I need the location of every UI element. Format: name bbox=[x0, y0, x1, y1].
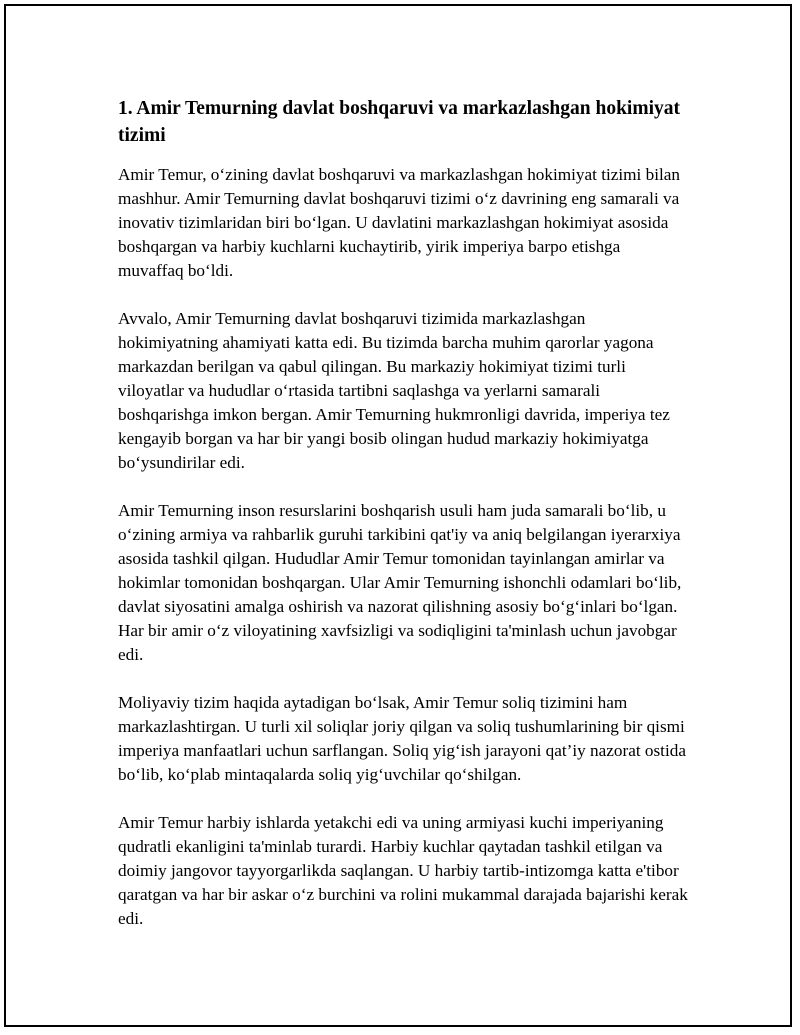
section-heading: 1. Amir Temurning davlat boshqaruvi va markazlashgan hokimiyat tizimi bbox=[118, 98, 680, 146]
document-body bbox=[118, 95, 688, 955]
paragraph: Amir Temurning inson resurslarini boshqarish usuli ham juda samarali bo‘lib, u o‘zining armiya va rahbarlik guruhi tarkibini qat'iy va aniq belgilangan iyerarxiya asosida tashkil qilgan. Hududlar Amir Temur tomonidan tayinlangan amirlar va hokimlar tomonidan boshqargan. Ular Amir Temurning ishonchli odamlari bo‘lib, davlat siyosatini amalga oshirish va nazorat qilishning asosiy bo‘g‘inlari bo‘lgan. Har bir amir o‘z viloyatining xavfsizligi va sodiqligini ta'minlash uchun javobgar edi. bbox=[118, 501, 682, 664]
paragraph: Moliyaviy tizim haqida aytadigan bo‘lsak, Amir Temur soliq tizimini ham markazlashtirgan. U turli xil soliqlar joriy qilgan va soliq tushumlarining bir qismi imperiya manfaatlari uchun sarflangan. Soliq yig‘ish jarayoni qat’iy nazorat ostida bo‘lib, ko‘plab mintaqalarda soliq yig‘uvchilar qo‘shilgan. bbox=[118, 693, 686, 784]
paragraph: Amir Temur harbiy ishlarda yetakchi edi va uning armiyasi kuchi imperiyaning qudratli ekanligini ta'minlab turardi. Harbiy kuchlar qaytadan tashkil etilgan va doimiy jangovor tayyorgarlikda saqlangan. U harbiy tartib-intizomga katta e'tibor qaratgan va har bir askar o‘z burchini va rolini mukammal darajada bajarishi kerak edi. bbox=[118, 813, 688, 928]
paragraph: Amir Temur, o‘zining davlat boshqaruvi va markazlashgan hokimiyat tizimi bilan mashhur. Amir Temurning davlat boshqaruvi tizimi o‘z davrining eng samarali va inovativ tizimlaridan biri bo‘lgan. U davlatini markazlashgan hokimiyat asosida boshqargan va harbiy kuchlarni kuchaytirib, yirik imperiya barpo etishga muvaffaq bo‘ldi. bbox=[118, 165, 680, 280]
paragraph: Avvalo, Amir Temurning davlat boshqaruvi tizimida markazlashgan hokimiyatning ahamiyati katta edi. Bu tizimda barcha muhim qarorlar yagona markazdan berilgan va qabul qilingan. Bu markaziy hokimiyat tizimi turli viloyatlar va hududlar o‘rtasida tartibni saqlashga va yerlarni samarali boshqarishga imkon bergan. Amir Temurning hukmronligi davrida, imperiya tez kengayib borgan va har bir yangi bosib olingan hudud markaziy hokimiyatga bo‘ysundirilar edi. bbox=[118, 309, 670, 472]
